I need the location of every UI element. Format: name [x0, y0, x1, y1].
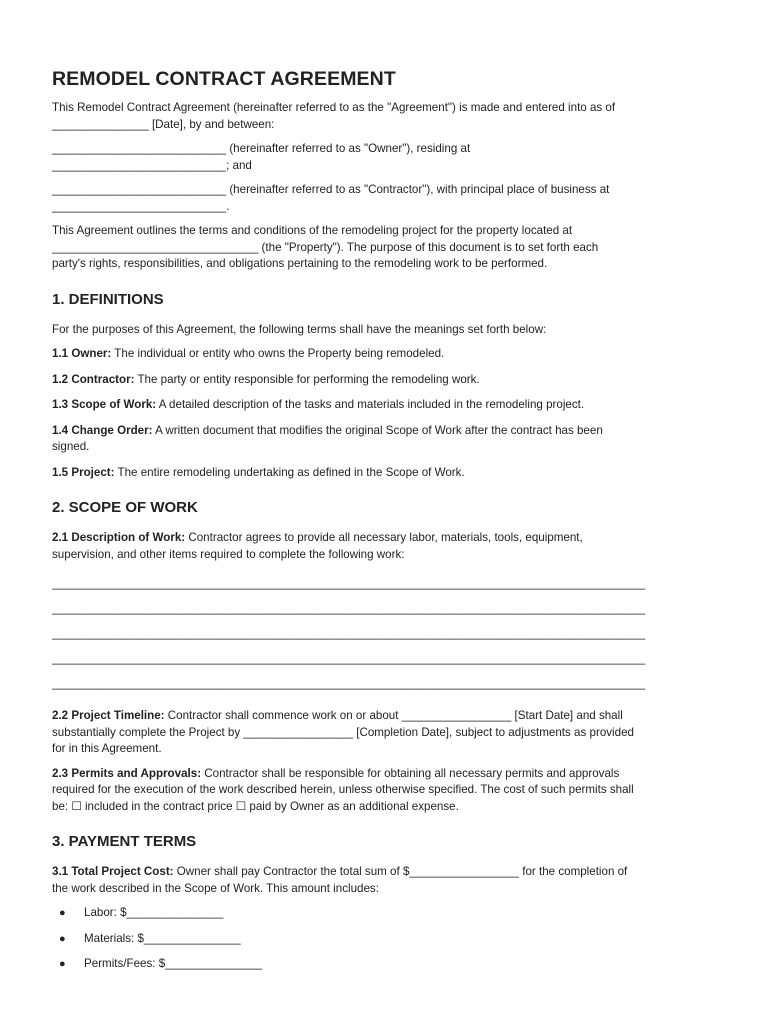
list-item-text: Materials: $_______________ — [84, 931, 241, 945]
definition-text: The entire remodeling undertaking as defined in the Scope of Work. — [114, 465, 465, 479]
work-description-lines — [52, 571, 718, 696]
scope-heading: 2. SCOPE OF WORK — [52, 499, 198, 516]
definitions-heading: 1. DEFINITIONS — [52, 290, 164, 308]
blank-line: ____________________________________________________________________________________________ — [52, 577, 646, 590]
definition-text: The individual or entity who owns the Property being remodeled. — [111, 347, 445, 360]
list-item-text: Permits/Fees: $_______________ — [84, 957, 262, 970]
description-of-work — [52, 530, 718, 563]
definition-text: A detailed description of the tasks and materials included in the remodeling project. — [156, 398, 585, 411]
definition-change-order — [52, 423, 718, 456]
clause-text: Contractor shall commence work on or about _________________ [Start Date] and shall substantially complete the Project by _________________ [Completion Date], subject to adjustments as provided for in this Agreement. — [52, 709, 634, 755]
definitions-intro: For the purposes of this Agreement, the following terms shall have the meanings set forth below: — [52, 322, 547, 336]
definition-owner — [52, 346, 718, 363]
owner-party-paragraph: ___________________________ (hereinafter referred to as "Owner"), residing at ___________________________; and — [52, 142, 471, 172]
permits-and-approvals — [52, 766, 718, 816]
contractor-party-paragraph: ___________________________ (hereinafter referred to as "Contractor"), with principal place of business at ___________________________. — [52, 183, 610, 213]
definition-label: 1.1 Owner: — [52, 347, 112, 360]
document-title: REMODEL CONTRACT AGREEMENT — [52, 68, 396, 90]
definition-label: 1.3 Scope of Work: — [52, 398, 157, 411]
bullet-icon: ● — [59, 932, 66, 945]
definition-contractor — [52, 372, 718, 389]
blank-line: ____________________________________________________________________________________________ — [52, 652, 646, 665]
cost-breakdown-list — [52, 905, 718, 973]
blank-line: ____________________________________________________________________________________________ — [52, 677, 646, 690]
definition-label: 1.2 Contractor: — [52, 372, 135, 386]
definition-project — [52, 465, 718, 482]
definition-label: 1.5 Project: — [52, 465, 115, 479]
clause-label: 2.3 Permits and Approvals: — [52, 766, 202, 780]
blank-line: ____________________________________________________________________________________________ — [52, 602, 646, 615]
intro-paragraph: This Remodel Contract Agreement (hereinafter referred to as the "Agreement") is made and entered into as of _______________ [Date], by and between: — [52, 101, 616, 131]
list-item — [52, 931, 718, 948]
clause-label: 2.1 Description of Work: — [52, 531, 186, 544]
bullet-icon: ● — [59, 907, 66, 919]
bullet-icon: ● — [59, 958, 66, 970]
list-item-text: Labor: $_______________ — [84, 906, 224, 919]
clause-label: 3.1 Total Project Cost: — [52, 865, 174, 878]
definition-text: A written document that modifies the original Scope of Work after the contract has been signed. — [52, 423, 603, 453]
definition-label: 1.4 Change Order: — [52, 423, 153, 437]
clause-text: Contractor shall be responsible for obtaining all necessary permits and approvals required for the execution of the work described herein, unless otherwise specified. The cost of such permits shall be: ☐ included in the contract price ☐ paid by Owner as an additional expense. — [52, 766, 634, 813]
project-timeline — [52, 708, 718, 758]
list-item — [52, 956, 718, 973]
definition-text: The party or entity responsible for performing the remodeling work. — [134, 372, 480, 386]
payment-heading: 3. PAYMENT TERMS — [52, 833, 197, 850]
clause-text: Contractor agrees to provide all necessary labor, materials, tools, equipment, supervision, and other items required to complete the following work: — [52, 531, 583, 561]
purpose-paragraph: This Agreement outlines the terms and conditions of the remodeling project for the property located at ________________________________ (the "Property"). The purpose of this document is to set forth each party's rights, responsibilities, and obligations pertaining to the remodeling work to be performed. — [52, 224, 599, 270]
total-project-cost — [52, 864, 718, 897]
clause-label: 2.2 Project Timeline: — [52, 709, 165, 722]
blank-line: ____________________________________________________________________________________________ — [52, 627, 646, 640]
list-item — [52, 905, 718, 922]
definition-scope-of-work — [52, 397, 718, 414]
clause-text: Owner shall pay Contractor the total sum of $_________________ for the completion of the work described in the Scope of Work. This amount includes: — [52, 865, 628, 895]
